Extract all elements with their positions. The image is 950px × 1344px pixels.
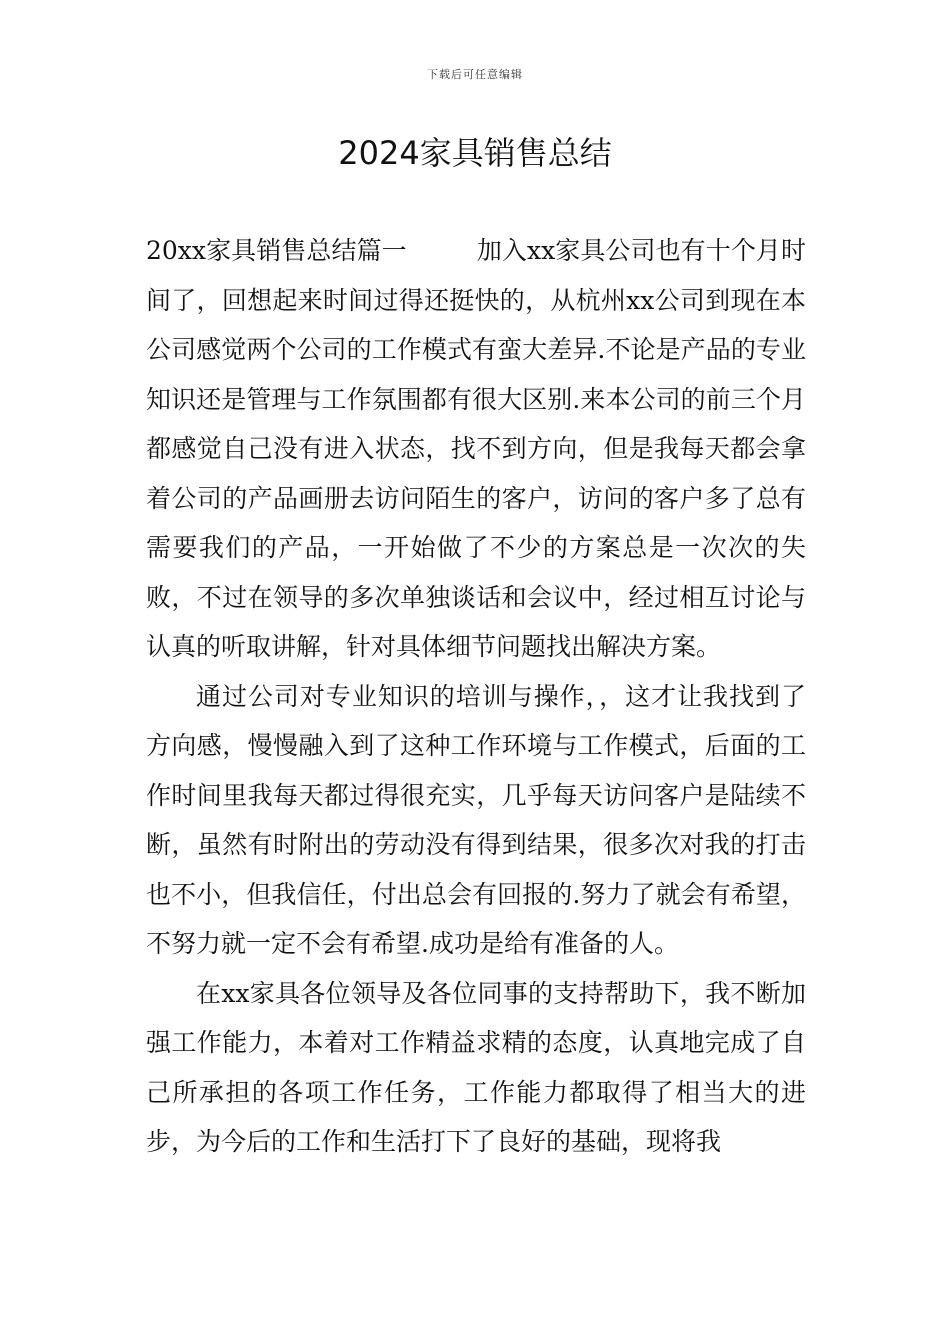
paragraph-1 [146, 226, 806, 672]
paragraph-1-text: 加入xx家具公司也有十个月时间了，回想起来时间过得还挺快的，从杭州xx公司到现在本公司感觉两个公司的工作模式有蛮大差异.不论是产品的专业知识还是管理与工作氛围都有很大区别.来本公司的前三个月都感觉自己没有进入状态，找不到方向，但是我每天都会拿着公司的产品画册去访问陌生的客户，访问的客户多了总有需要我们的产品，一开始做了不少的方案总是一次次的失败，不过在领导的多次单独谈话和会议中，经过相互讨论与认真的听取讲解，针对具体细节问题找出解决方案。 [146, 236, 807, 661]
section-heading: 20xx家具销售总结篇一 [146, 236, 407, 265]
paragraph-2: 通过公司对专业知识的培训与操作，，这才让我找到了方向感，慢慢融入到了这种工作环境与工作模式，后面的工作时间里我每天都过得很充实，几乎每天访问客户是陆续不断，虽然有时附出的劳动没有得到结果，很多次对我的打击也不小，但我信任，付出总会有回报的.努力了就会有希望，不努力就一定不会有希望.成功是给有准备的人。 [146, 681, 806, 958]
document-body [146, 226, 806, 1167]
header-note: 下载后可任意编辑 [427, 68, 523, 81]
document-title: 2024家具销售总结 [338, 134, 612, 172]
paragraph-3: 在xx家具各位领导及各位同事的支持帮助下，我不断加强工作能力，本着对工作精益求精的态度，认真地完成了自己所承担的各项工作任务，工作能力都取得了相当大的进步，为今后的工作和生活打下了良好的基础，现将我 [146, 978, 806, 1156]
